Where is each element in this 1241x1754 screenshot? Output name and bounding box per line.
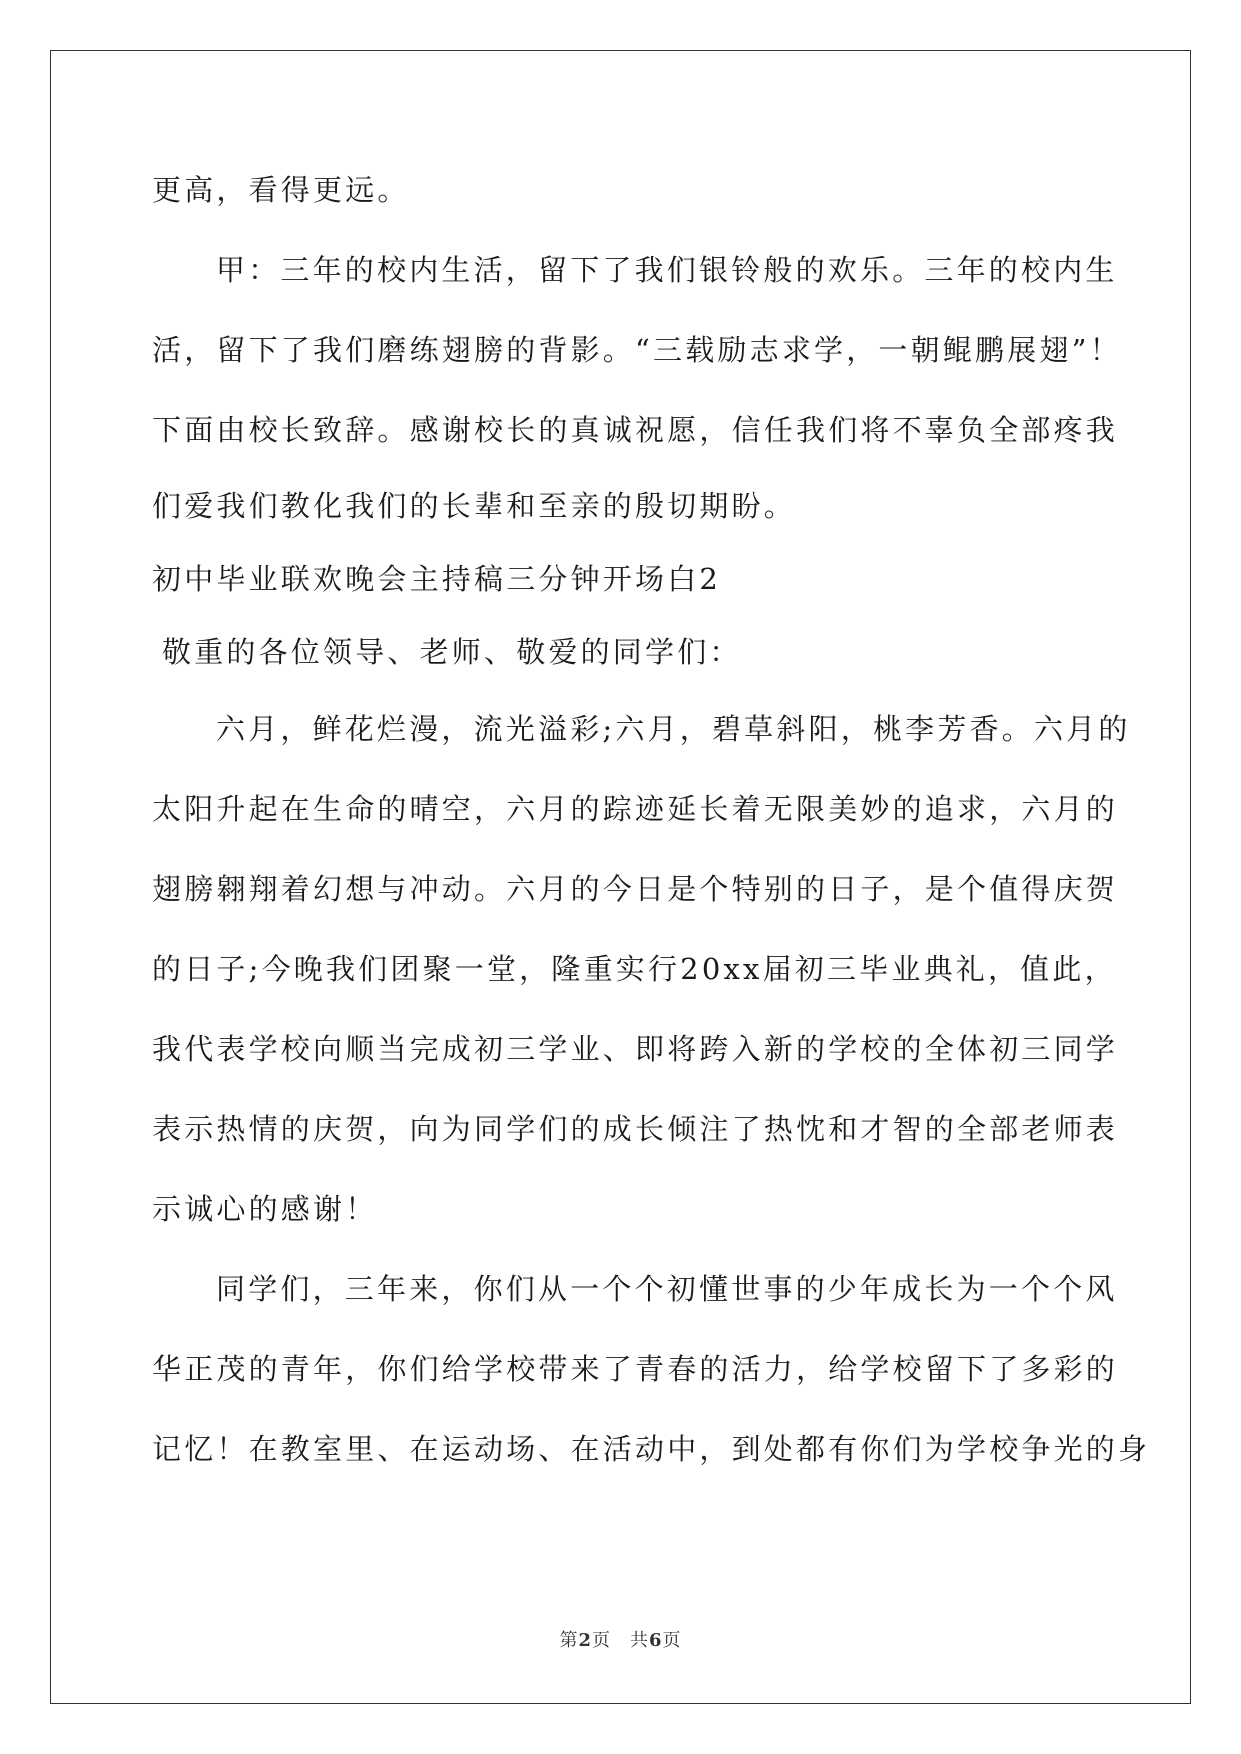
current-page-number: 2 (578, 1630, 592, 1651)
text-line: 我代表学校向顺当完成初三学业、即将跨入新的学校的全体初三同学 (152, 1032, 1119, 1066)
text-line: 更高，看得更远。 (152, 173, 410, 207)
page-number-footer (0, 1626, 1241, 1652)
text-line: 下面由校长致辞。感谢校长的真诚祝愿，信任我们将不辜负全部疼我 (152, 413, 1119, 447)
text-line: 示诚心的感谢！ (152, 1192, 378, 1226)
text-line: 的日子;今晚我们团聚一堂，隆重实行20xx届初三毕业典礼，值此， (152, 952, 1117, 986)
text-line: 表示热情的庆贺，向为同学们的成长倾注了热忱和才智的全部老师表 (152, 1112, 1119, 1146)
paragraph-start-line: 同学们，三年来，你们从一个个初懂世事的少年成长为一个个风 (216, 1272, 1118, 1306)
text-line: 太阳升起在生命的晴空，六月的踪迹延长着无限美妙的追求，六月的 (152, 792, 1119, 826)
total-page-number: 6 (649, 1630, 663, 1651)
document-body (152, 150, 1151, 1489)
section-heading: 初中毕业联欢晚会主持稿三分钟开场白2 (152, 562, 722, 596)
paragraph-start-line: 甲：三年的校内生活，留下了我们银铃般的欢乐。三年的校内生 (216, 253, 1118, 287)
text-line: 活，留下了我们磨练翅膀的背影。“三载励志求学，一朝鲲鹏展翅”！ (152, 333, 1122, 367)
paragraph-start-line: 六月，鲜花烂漫，流光溢彩;六月，碧草斜阳，桃李芳香。六月的 (216, 712, 1131, 746)
text-line: 们爱我们教化我们的长辈和至亲的殷切期盼。 (152, 489, 797, 523)
footer-middle: 页 共 (592, 1630, 649, 1651)
salutation: 敬重的各位领导、老师、敬爱的同学们： (162, 635, 742, 669)
text-line: 记忆！在教室里、在运动场、在活动中，到处都有你们为学校争光的身 (152, 1432, 1151, 1466)
footer-prefix: 第 (559, 1630, 579, 1651)
footer-suffix: 页 (662, 1630, 682, 1651)
text-line: 翅膀翱翔着幻想与冲动。六月的今日是个特别的日子，是个值得庆贺 (152, 872, 1119, 906)
text-line: 华正茂的青年，你们给学校带来了青春的活力，给学校留下了多彩的 (152, 1352, 1119, 1386)
